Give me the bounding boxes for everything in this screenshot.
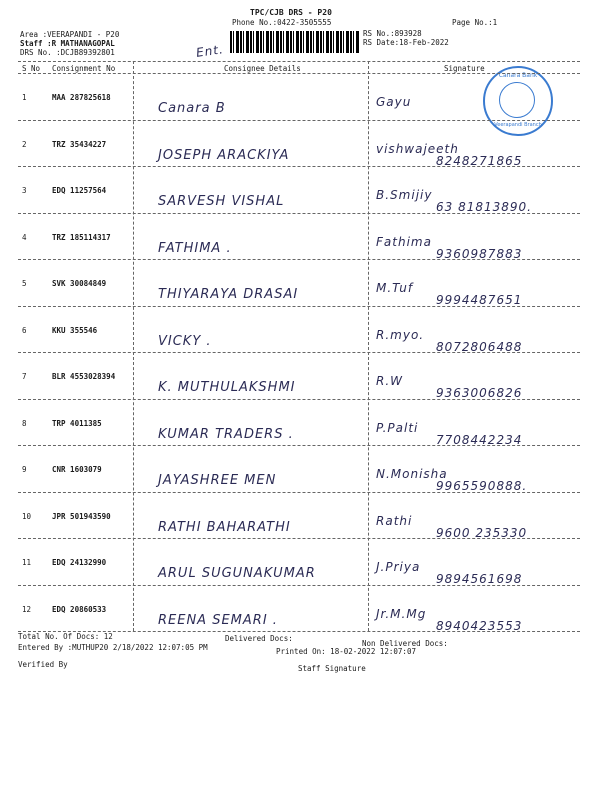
- entered-by: Entered By :MUTHUP20 2/18/2022 12:07:05 PM: [18, 643, 208, 652]
- row-consignment: JPR 501943590: [52, 511, 111, 521]
- entry-note: Ent.: [195, 42, 225, 60]
- column-header-sno: S No: [22, 64, 41, 73]
- row-consignee-name: RATHI BAHARATHI: [158, 519, 291, 535]
- row-signature: Rathi: [376, 513, 413, 528]
- row-signature: N.Monisha: [376, 467, 448, 481]
- stamp-bank-name: Canara Bank: [498, 72, 538, 79]
- row-phone: 8248271865: [436, 153, 523, 168]
- row-signature: P.Palti: [376, 420, 419, 435]
- row-signature: Jr.M.Mg: [376, 606, 427, 621]
- table-row: [18, 492, 580, 539]
- row-consignment: EDQ 11257564: [52, 186, 107, 195]
- rs-number: RS No.:893928: [363, 29, 422, 38]
- row-phone: 9894561698: [436, 572, 523, 586]
- row-sno: 6: [22, 325, 27, 335]
- row-signature: vishwajeeth: [376, 141, 459, 156]
- column-header-signature: Signature: [444, 64, 485, 73]
- row-signature: B.Smijiy: [376, 188, 433, 202]
- table-row: [18, 259, 580, 306]
- table-top-border: [18, 61, 580, 62]
- row-phone: 9600 235330: [436, 525, 528, 540]
- row-consignee-name: SARVESH VISHAL: [158, 194, 285, 209]
- row-phone: 8072806488: [436, 339, 523, 354]
- rs-date: RS Date:18-Feb-2022: [363, 38, 449, 47]
- row-consignment: TRZ 185114317: [52, 232, 111, 242]
- row-phone: 8940423553: [436, 618, 523, 633]
- row-sno: 5: [22, 279, 27, 288]
- table-row: [18, 120, 580, 167]
- row-consignee-name: Canara B: [158, 101, 226, 116]
- row-consignment: TRZ 35434227: [52, 139, 107, 149]
- row-signature: R.myo.: [376, 327, 425, 342]
- row-phone: 63 81813890.: [436, 200, 532, 214]
- printed-on: Printed On: 18-02-2022 12:07:07: [276, 647, 416, 656]
- row-sno: 2: [22, 139, 27, 149]
- document-title: TPC/CJB DRS - P20: [250, 8, 332, 17]
- row-consignee-name: ARUL SUGUNAKUMAR: [158, 566, 316, 581]
- row-sno: 8: [22, 418, 27, 428]
- row-sno: 11: [22, 558, 32, 567]
- row-consignee-name: THIYARAYA DRASAI: [158, 287, 299, 302]
- stamp-branch: Veerapandi Branch: [494, 122, 542, 128]
- row-consignee-name: VICKY .: [158, 333, 212, 349]
- row-consignment: BLR 4553028394: [52, 372, 116, 381]
- row-consignee-name: FATHIMA .: [158, 240, 232, 256]
- row-sno: 12: [22, 604, 32, 614]
- column-header-consignment: Consignment No: [52, 64, 116, 73]
- total-docs: Total No. Of Docs: 12: [18, 632, 113, 641]
- delivered-docs: Delivered Docs:: [225, 634, 293, 643]
- row-sno: 1: [22, 93, 27, 102]
- row-consignment: EDQ 20860533: [52, 604, 107, 614]
- row-consignee-name: JAYASHREE MEN: [158, 473, 277, 488]
- row-consignment: CNR 1603079: [52, 465, 102, 474]
- row-consignment: TRP 4011385: [52, 418, 102, 428]
- phone-number: Phone No.:0422-3505555: [232, 18, 332, 27]
- area-label: Area :VEERAPANDI - P20: [20, 30, 120, 39]
- non-delivered-docs: Non Delivered Docs:: [362, 639, 448, 648]
- verified-by: Verified By: [18, 660, 68, 669]
- barcode: [230, 31, 360, 53]
- row-signature: M.Tuf: [376, 281, 414, 295]
- row-signature: J.Priya: [376, 560, 421, 574]
- table-row: [18, 73, 580, 120]
- row-sno: 4: [22, 232, 27, 242]
- row-sno: 9: [22, 465, 27, 474]
- staff-label: Staff :R MATHANAGOPAL: [20, 39, 115, 48]
- row-signature: R.W: [376, 374, 404, 388]
- row-consignee-name: JOSEPH ARACKIYA: [158, 147, 290, 163]
- row-consignment: KKU 355546: [52, 325, 98, 335]
- table-row: [18, 306, 580, 353]
- row-signature: Gayu: [376, 95, 412, 109]
- table-row: [18, 352, 580, 399]
- row-consignment: MAA 287825618: [52, 93, 111, 102]
- table-row: [18, 213, 580, 260]
- table-row: [18, 166, 580, 213]
- row-sno: 3: [22, 186, 27, 195]
- row-phone: 9360987883: [436, 246, 523, 261]
- table-row: [18, 445, 580, 492]
- row-consignee-name: REENA SEMARI .: [158, 612, 278, 628]
- row-consignee-name: K. MUTHULAKSHMI: [158, 380, 296, 395]
- drs-number: DRS No. :DCJB89392801: [20, 48, 115, 57]
- column-header-details: Consignee Details: [224, 64, 301, 73]
- table-row: [18, 538, 580, 585]
- table-row: [18, 585, 580, 632]
- row-phone: 9363006826: [436, 386, 523, 400]
- row-signature: Fathima: [376, 234, 432, 249]
- row-sno: 10: [22, 511, 32, 521]
- row-sno: 7: [22, 372, 27, 381]
- row-phone: 7708442234: [436, 432, 523, 447]
- row-consignment: SVK 30084849: [52, 279, 107, 288]
- staff-signature: Staff Signature: [298, 664, 366, 673]
- row-phone: 9994487651: [436, 293, 523, 307]
- page-number: Page No.:1: [452, 18, 498, 27]
- row-phone: 9965590888.: [436, 479, 528, 493]
- row-consignee-name: KUMAR TRADERS .: [158, 426, 294, 442]
- row-consignment: EDQ 24132990: [52, 558, 107, 567]
- table-row: [18, 399, 580, 446]
- delivery-table: [18, 61, 580, 631]
